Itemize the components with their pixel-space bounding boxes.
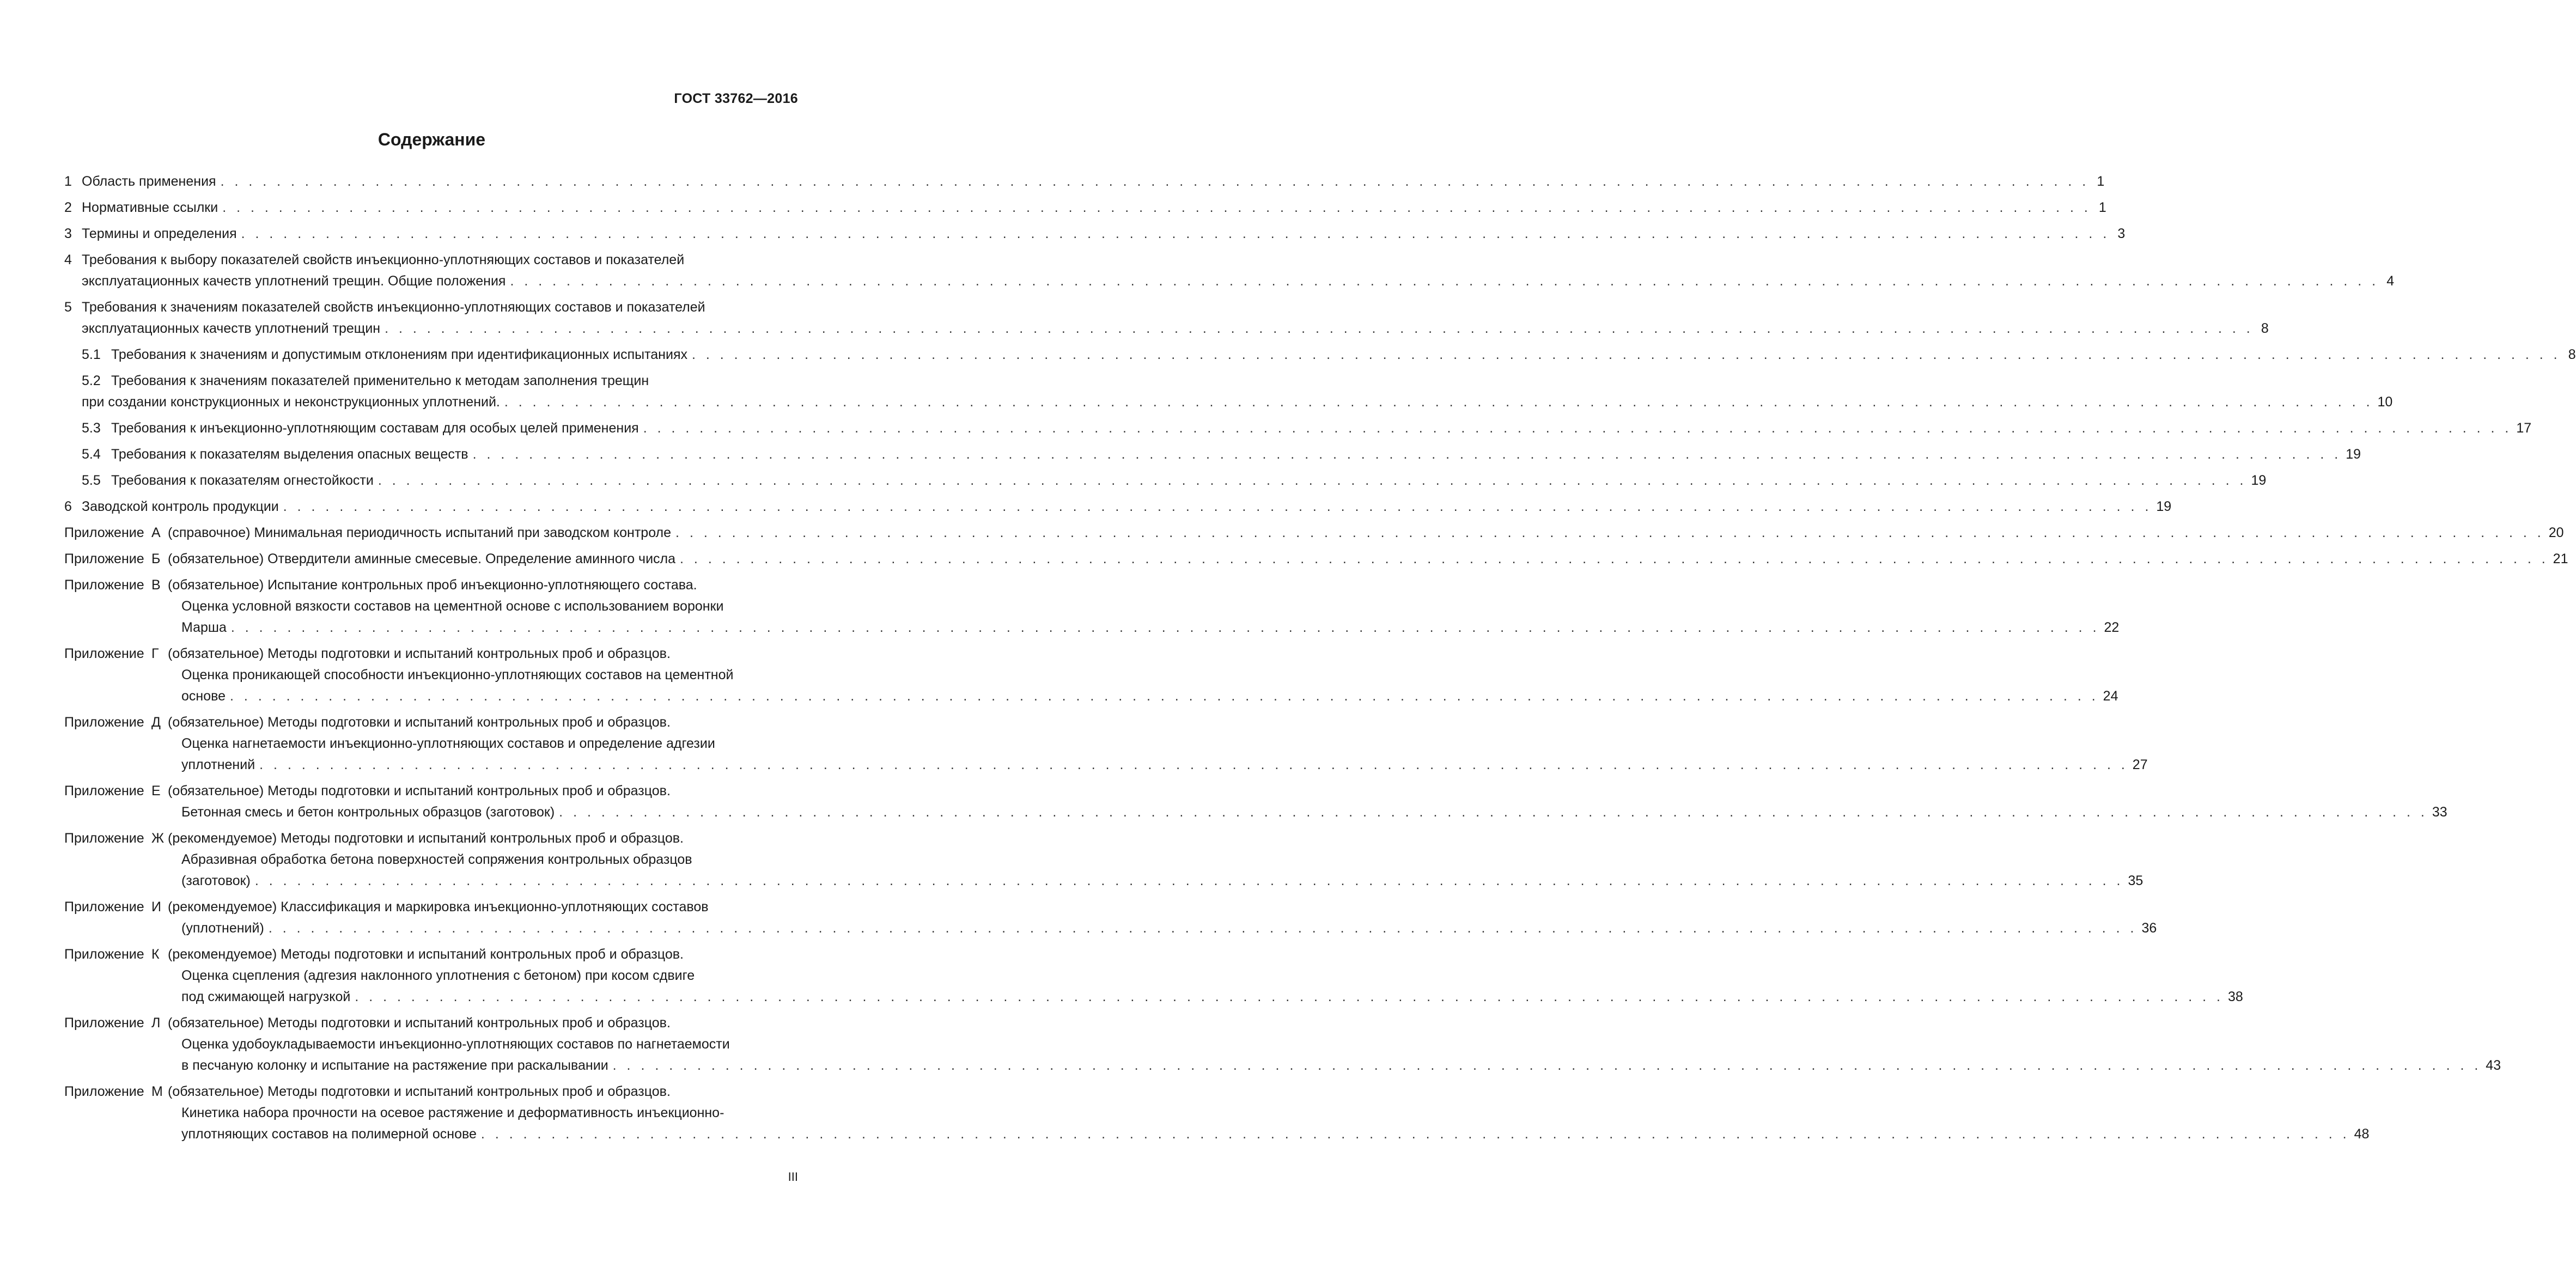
toc-page-number: 27 (2132, 757, 2148, 772)
toc-entry-text: (рекомендуемое) Методы подготовки и испытаний контрольных проб и образцов. (168, 947, 684, 962)
toc-line (64, 965, 798, 986)
toc-entry-text: Требования к значениям показателей свойств инъекционно-уплотняющих составов и показателей (82, 300, 705, 315)
toc-entry[interactable] (64, 643, 2118, 707)
toc-page-number: 19 (2251, 473, 2267, 488)
toc-entry-text: Оценка сцепления (адгезия наклонного уплотнения с бетоном) при косом сдвиге (181, 968, 695, 983)
appendix-label (64, 1081, 168, 1102)
table-of-contents (64, 171, 2576, 1150)
appendix-label (64, 548, 168, 570)
toc-page-number: 8 (2568, 347, 2576, 362)
subsection-number: 5.4 (82, 447, 101, 462)
toc-entry[interactable] (64, 548, 2568, 570)
toc-entry-text: Оценка проникающей способности инъекционно-уплотняющих составов на цементной (181, 667, 734, 682)
section-number: 4 (64, 252, 72, 267)
toc-line (64, 496, 2172, 517)
toc-entry-text: Требования к показателям огнестойкости (111, 473, 374, 488)
toc-line (64, 870, 2143, 892)
appendix-word: Приложение (64, 646, 144, 661)
toc-line (64, 522, 2564, 544)
dot-leader (680, 548, 2549, 570)
toc-entry-text: (рекомендуемое) Классификация и маркировка инъекционно-уплотняющих составов (168, 899, 709, 915)
appendix-word: Приложение (64, 783, 144, 798)
toc-line (64, 617, 2120, 638)
section-number: 1 (64, 174, 72, 189)
appendix-label (64, 828, 168, 849)
toc-entry[interactable] (64, 249, 2395, 292)
dot-leader (355, 986, 2224, 1008)
toc-entry[interactable] (64, 444, 2361, 465)
appendix-word: Приложение (64, 1084, 144, 1099)
appendix-word: Приложение (64, 551, 144, 566)
toc-line (64, 944, 798, 965)
toc-page-number: 38 (2227, 989, 2243, 1004)
toc-entry[interactable] (64, 897, 2157, 939)
toc-page-number: 8 (2261, 321, 2269, 336)
appendix-letter: Ж (151, 831, 165, 846)
dot-leader (473, 444, 2342, 465)
dot-leader (259, 754, 2128, 776)
toc-page-number: 1 (2098, 200, 2106, 215)
toc-entry-text: (обязательное) Отвердители аминные смесевые. Определение аминного числа (168, 551, 676, 566)
toc-entry[interactable] (64, 344, 2576, 365)
toc-entry-text: Кинетика набора прочности на осевое растяжение и деформативность инъекционно- (181, 1105, 724, 1120)
toc-line (64, 318, 2269, 339)
toc-entry-text: Абразивная обработка бетона поверхностей сопряжения контрольных образцов (181, 852, 692, 867)
toc-entry[interactable] (64, 171, 2105, 192)
toc-line (64, 643, 798, 665)
appendix-label (64, 575, 168, 596)
dot-leader (255, 870, 2124, 892)
toc-entry[interactable] (64, 297, 2269, 339)
dot-leader (675, 522, 2544, 544)
toc-entry-text: Требования к инъекционно-уплотняющим составам для особых целей применения (111, 420, 639, 436)
appendix-word: Приложение (64, 899, 144, 915)
toc-entry-text: Требования к значениям и допустимым отклонениям при идентификационных испытаниях (111, 347, 687, 362)
toc-line (64, 686, 2118, 707)
toc-entry-text: Заводской контроль продукции (82, 499, 279, 514)
toc-entry[interactable] (64, 781, 2447, 823)
toc-line (64, 1034, 798, 1055)
toc-line (64, 1102, 798, 1124)
appendix-word: Приложение (64, 947, 144, 962)
toc-line (64, 249, 798, 271)
toc-line (64, 297, 798, 318)
toc-page-number: 21 (2553, 551, 2568, 566)
toc-entry-text: Термины и определения (82, 226, 237, 241)
toc-entry-text: уплотнений (181, 757, 255, 772)
toc-entry-text: (обязательное) Методы подготовки и испытаний контрольных проб и образцов. (168, 783, 671, 798)
toc-entry[interactable] (64, 522, 2564, 544)
dot-leader (692, 344, 2561, 365)
toc-line (64, 897, 798, 918)
toc-entry-text: Оценка удобоукладываемости инъекционно-уплотняющих составов по нагнетаемости (181, 1037, 730, 1052)
dot-leader (269, 918, 2137, 939)
toc-line (64, 1013, 798, 1034)
toc-line (64, 575, 798, 596)
toc-page-number: 1 (2097, 174, 2105, 189)
appendix-label (64, 944, 168, 965)
toc-entry[interactable] (64, 1013, 2501, 1076)
toc-line (64, 849, 798, 870)
toc-line (64, 781, 798, 802)
toc-page-number: 19 (2346, 447, 2361, 462)
toc-entry-text: Нормативные ссылки (82, 200, 218, 215)
standard-code: ГОСТ 33762—2016 (674, 91, 798, 106)
toc-line (64, 392, 2393, 413)
toc-line (64, 918, 2157, 939)
toc-page-number: 10 (2377, 394, 2393, 410)
dot-leader (559, 802, 2428, 823)
toc-entry-text: (обязательное) Методы подготовки и испытаний контрольных проб и образцов. (168, 715, 671, 730)
appendix-letter: Л (151, 1015, 161, 1031)
appendix-label (64, 712, 168, 733)
section-number: 3 (64, 226, 72, 241)
appendix-label (64, 1013, 168, 1034)
toc-line (64, 754, 2148, 776)
toc-entry-text: (обязательное) Испытание контрольных проб инъекционно-уплотняющего состава. (168, 577, 697, 593)
dot-leader (221, 171, 2090, 192)
toc-entry-text: (обязательное) Методы подготовки и испытаний контрольных проб и образцов. (168, 1015, 671, 1031)
appendix-word: Приложение (64, 1015, 144, 1031)
dot-leader (504, 392, 2373, 413)
toc-line (64, 197, 2106, 218)
dot-leader (385, 318, 2254, 339)
toc-entry[interactable] (64, 418, 2532, 439)
appendix-letter: Д (151, 715, 161, 730)
toc-line (64, 444, 2361, 465)
section-number: 5 (64, 300, 72, 315)
appendix-letter: М (151, 1084, 163, 1099)
toc-line (64, 596, 798, 617)
appendix-word: Приложение (64, 831, 144, 846)
toc-entry-text: Марша (181, 620, 227, 635)
toc-entry-text: Требования к выбору показателей свойств инъекционно-уплотняющих составов и показателей (82, 252, 685, 267)
toc-line (64, 802, 2447, 823)
appendix-label (64, 781, 168, 802)
toc-page-number: 35 (2128, 873, 2143, 888)
toc-entry-text: (рекомендуемое) Методы подготовки и испытаний контрольных проб и образцов. (168, 831, 684, 846)
dot-leader (643, 418, 2512, 439)
dot-leader (283, 496, 2152, 517)
dot-leader (481, 1124, 2350, 1145)
toc-entry-text: эксплуатационных качеств уплотнений трещин. Общие положения (82, 273, 506, 289)
appendix-word: Приложение (64, 715, 144, 730)
toc-page-number: 3 (2117, 226, 2126, 241)
appendix-letter: Е (151, 783, 161, 798)
subsection-number: 5.3 (82, 420, 101, 436)
toc-entry-text: (обязательное) Методы подготовки и испытаний контрольных проб и образцов. (168, 1084, 671, 1099)
toc-entry-text: Требования к показателям выделения опасных веществ (111, 447, 468, 462)
toc-entry[interactable] (64, 1081, 2370, 1145)
appendix-label (64, 897, 168, 918)
toc-line (64, 733, 798, 754)
dot-leader (231, 617, 2100, 638)
toc-entry-text: Бетонная смесь и бетон контрольных образцов (заготовок) (181, 804, 555, 820)
toc-entry[interactable] (64, 944, 2243, 1008)
toc-line (64, 548, 2568, 570)
toc-line (64, 223, 2126, 245)
toc-entry-text: при создании конструкционных и неконструкционных уплотнений. (82, 394, 500, 410)
toc-entry[interactable] (64, 223, 2126, 245)
toc-entry-text: (справочное) Минимальная периодичность испытаний при заводском контроле (168, 525, 672, 540)
toc-page-number: 33 (2432, 804, 2447, 820)
toc-page-number: 48 (2354, 1126, 2370, 1142)
toc-entry[interactable] (64, 575, 2120, 638)
dot-leader (222, 197, 2091, 218)
toc-line (64, 344, 2576, 365)
toc-line (64, 828, 798, 849)
toc-entry-text: эксплуатационных качеств уплотнений трещин (82, 321, 381, 336)
toc-line (64, 1055, 2501, 1076)
toc-line (64, 665, 798, 686)
toc-entry[interactable] (64, 197, 2106, 218)
toc-page-number: 36 (2141, 921, 2157, 936)
toc-page-number: 19 (2156, 499, 2172, 514)
toc-line (64, 986, 2243, 1008)
toc-entry[interactable] (64, 712, 2148, 776)
toc-entry-text: (обязательное) Методы подготовки и испытаний контрольных проб и образцов. (168, 646, 671, 661)
toc-entry-text: под сжимающей нагрузкой (181, 989, 351, 1004)
appendix-label (64, 643, 168, 665)
dot-leader (241, 223, 2110, 245)
toc-entry[interactable] (64, 828, 2143, 892)
toc-line (64, 370, 798, 392)
appendix-letter: И (151, 899, 161, 915)
toc-entry[interactable] (64, 496, 2172, 517)
appendix-letter: Г (151, 646, 159, 661)
toc-entry-text: в песчаную колонку и испытание на растяжение при раскалывании (181, 1058, 608, 1073)
appendix-letter: Б (151, 551, 161, 566)
toc-page-number: 4 (2386, 273, 2395, 289)
page-number: III (788, 1170, 798, 1184)
dot-leader (510, 271, 2379, 292)
toc-page-number: 17 (2516, 420, 2532, 436)
toc-entry-text: Оценка условной вязкости составов на цементной основе с использованием воронки (181, 599, 724, 614)
page-title: Содержание (377, 130, 486, 149)
appendix-word: Приложение (64, 577, 144, 593)
subsection-number: 5.2 (82, 373, 101, 388)
toc-entry-text: (уплотнений) (181, 921, 264, 936)
toc-line (64, 418, 2532, 439)
toc-entry-text: основе (181, 688, 226, 704)
appendix-letter: К (151, 947, 160, 962)
toc-page-number: 20 (2548, 525, 2564, 540)
toc-line (64, 271, 2395, 292)
appendix-letter: В (151, 577, 161, 593)
appendix-label (64, 522, 168, 544)
dot-leader (378, 470, 2247, 491)
toc-line (64, 1081, 798, 1102)
toc-entry-text: Требования к значениям показателей применительно к методам заполнения трещин (111, 373, 649, 388)
toc-page-number: 24 (2103, 688, 2118, 704)
appendix-word: Приложение (64, 525, 144, 540)
toc-page-number: 22 (2104, 620, 2120, 635)
section-number: 2 (64, 200, 72, 215)
subsection-number: 5.5 (82, 473, 101, 488)
toc-page-number: 43 (2486, 1058, 2501, 1073)
toc-line (64, 712, 798, 733)
toc-entry-text: Оценка нагнетаемости инъекционно-уплотняющих составов и определение адгезии (181, 736, 715, 751)
section-number: 6 (64, 499, 72, 514)
dot-leader (613, 1055, 2482, 1076)
dot-leader (230, 686, 2099, 707)
toc-entry-text: Область применения (82, 174, 216, 189)
appendix-letter: А (151, 525, 161, 540)
subsection-number: 5.1 (82, 347, 101, 362)
toc-line (64, 1124, 2370, 1145)
toc-line (64, 171, 2105, 192)
toc-entry[interactable] (64, 470, 2267, 491)
toc-entry-text: (заготовок) (181, 873, 251, 888)
toc-entry-text: уплотняющих составов на полимерной основе (181, 1126, 477, 1142)
toc-entry[interactable] (64, 370, 2393, 413)
toc-line (64, 470, 2267, 491)
